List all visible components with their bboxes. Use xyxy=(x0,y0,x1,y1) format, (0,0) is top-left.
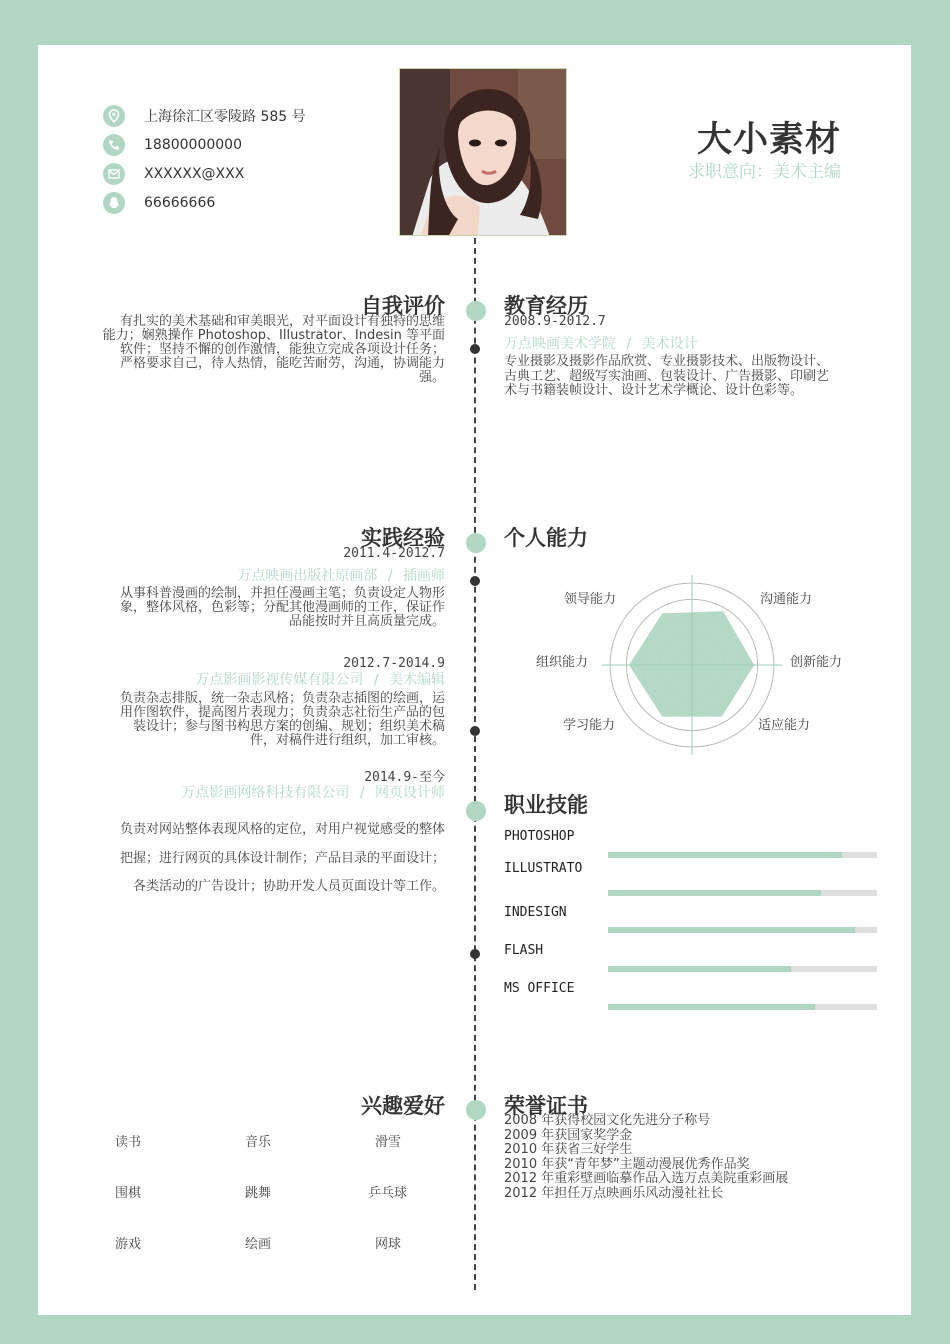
contact-qq xyxy=(103,191,215,215)
job-2-role: 美术编辑 xyxy=(389,672,445,688)
practice-title: 实践经验 xyxy=(361,526,445,550)
job-1-line: 从事科普漫画的绘制，并担任漫画主笔；负责设定人物形 xyxy=(119,586,445,601)
self-eval-line: 软件；坚持不懈的创作激情，能独立完成各项设计任务； xyxy=(119,342,445,357)
job-1-role: 插画师 xyxy=(403,568,445,584)
skill-illustrator-fill xyxy=(608,890,821,896)
job-1-separator: / xyxy=(387,568,393,584)
job-2-org: 万点影画影视传媒有限公司 xyxy=(195,672,364,688)
skill-flash-bar xyxy=(608,966,877,972)
timeline-dot xyxy=(470,344,480,354)
timeline-dot xyxy=(470,576,480,586)
honor-item: 2009 年获国家奖学金 xyxy=(504,1127,633,1143)
job-3-desc xyxy=(75,816,445,902)
skill-flash-label: FLASH xyxy=(504,943,544,958)
hobby-item: 读书 xyxy=(115,1135,142,1150)
self-eval-line: 严格要求自己，待人热情，能吃苦耐劳，沟通，协调能力 xyxy=(119,356,445,371)
timeline-node-hobbies xyxy=(466,1100,486,1120)
skill-msoffice-bar xyxy=(608,1004,877,1010)
honors-list xyxy=(504,1114,788,1201)
job-2-line: 负责杂志排版，统一杂志风格；负责杂志插图的绘画，运 xyxy=(119,691,445,706)
hobby-item: 绘画 xyxy=(245,1237,272,1252)
job-3-role: 网页设计师 xyxy=(375,785,445,801)
job-1-line: 品能按时并且高质量完成。 xyxy=(288,614,445,629)
self-eval-text xyxy=(70,315,445,385)
honor-item: 2010 年获省三好学生 xyxy=(504,1142,633,1157)
radar-label-organization: 组织能力 xyxy=(536,655,589,670)
job-intent: 求职意向：美术主编 xyxy=(688,162,841,182)
location-icon xyxy=(103,105,125,127)
job-1-line: 象，整体风格，色彩等；分配其他漫画师的工作，保证作 xyxy=(119,600,445,615)
phone-text: 18800000000 xyxy=(144,137,242,153)
job-2-line: 用作图软件，提高图片表现力；负责杂志社衍生产品的包 xyxy=(119,705,445,720)
job-2-desc xyxy=(85,692,445,748)
education-title: 教育经历 xyxy=(504,294,588,318)
hobby-item: 游戏 xyxy=(115,1237,142,1252)
skill-illustrator-label: ILLUSTRATO xyxy=(504,861,583,876)
education-major: 美术设计 xyxy=(641,336,698,352)
job-2-date: 2012.7-2014.9 xyxy=(343,656,445,671)
job-2-separator: / xyxy=(373,672,379,688)
profile-photo xyxy=(399,68,567,236)
address-text: 上海徐汇区零陵路 585 号 xyxy=(144,109,306,125)
hobby-item: 音乐 xyxy=(245,1135,272,1150)
radar-label-learning: 学习能力 xyxy=(563,718,616,733)
self-eval-line: 有扎实的美术基础和审美眼光，对平面设计有独特的思维 xyxy=(119,314,445,329)
job-1-org-line xyxy=(237,565,445,585)
radar-label-innovation: 创新能力 xyxy=(790,655,843,670)
job-1-desc xyxy=(85,587,445,629)
job-2-org-line xyxy=(195,669,445,689)
job-3-line: 各类活动的广告设计；协助开发人员页面设计等工作。 xyxy=(132,879,445,894)
ability-title: 个人能力 xyxy=(504,526,588,550)
education-school-line xyxy=(504,333,698,353)
radar-label-leadership: 领导能力 xyxy=(564,592,617,607)
skill-photoshop-label: PHOTOSHOP xyxy=(504,829,575,844)
ability-radar-chart xyxy=(520,570,880,760)
job-3-org-line xyxy=(181,782,445,802)
qq-text: 66666666 xyxy=(144,195,216,211)
education-line: 古典工艺、超级写实油画、包装设计、广告摄影、印刷艺 xyxy=(504,368,830,384)
honor-item: 2012 年担任万点映画乐风动漫社社长 xyxy=(504,1185,724,1201)
job-3-separator: / xyxy=(359,785,365,801)
candidate-name: 大小素材 xyxy=(696,120,841,160)
hobby-item: 跳舞 xyxy=(245,1186,272,1201)
self-eval-line: 能力；娴熟操作 Photoshop、Illustrator、Indesin 等平面 xyxy=(102,328,445,343)
education-line: 专业摄影及摄影作品欣赏、专业摄影技术、出版物设计、 xyxy=(504,354,830,369)
job-3-line: 负责对网站整体表现风格的定位，对用户视觉感受的整体 xyxy=(119,822,445,837)
job-1-date: 2011.4-2012.7 xyxy=(343,546,445,561)
hobbies-title: 兴趣爱好 xyxy=(361,1094,445,1118)
job-1-org: 万点映画出版社原画部 xyxy=(237,568,378,584)
honors-title: 荣誉证书 xyxy=(504,1094,588,1118)
self-eval-title: 自我评价 xyxy=(361,294,445,318)
skill-illustrator-bar xyxy=(608,890,877,896)
email-text: XXXXXX@XXX xyxy=(144,166,245,182)
job-3-line: 把握；进行网页的具体设计制作；产品目录的平面设计； xyxy=(119,850,445,866)
skill-photoshop-bar xyxy=(608,852,877,858)
hobby-item: 滑雪 xyxy=(375,1135,402,1150)
contact-email xyxy=(103,162,244,186)
honor-item: 2008 年获得校园文化先进分子称号 xyxy=(504,1113,711,1128)
timeline-dot xyxy=(470,726,480,736)
honor-item: 2010 年获“青年梦”主题动漫展优秀作品奖 xyxy=(504,1156,750,1172)
phone-icon xyxy=(103,134,125,156)
honor-item: 2012 年重彩壁画临摹作品入选万点美院重彩画展 xyxy=(504,1171,789,1186)
timeline-node-practice xyxy=(466,533,486,553)
education-school: 万点映画美术学院 xyxy=(504,336,616,352)
job-3-org: 万点影画网络科技有限公司 xyxy=(181,785,350,801)
radar-label-communication: 沟通能力 xyxy=(760,592,813,607)
education-date: 2008.9-2012.7 xyxy=(504,314,606,329)
timeline-dot xyxy=(470,949,480,959)
timeline-node-skills xyxy=(466,801,486,821)
skills-title: 职业技能 xyxy=(504,793,588,817)
job-3-date: 2014.9-至今 xyxy=(364,770,445,785)
job-2-line: 装设计；参与图书构思方案的创编、规划；组织美术稿 xyxy=(132,719,445,734)
skill-indesign-label: INDESIGN xyxy=(504,905,567,920)
hobby-item: 围棋 xyxy=(115,1186,142,1201)
skill-photoshop-fill xyxy=(608,852,842,858)
hobby-item: 乒乓球 xyxy=(368,1186,408,1201)
hobby-item: 网球 xyxy=(375,1237,402,1252)
skill-indesign-fill xyxy=(608,927,855,933)
skill-flash-fill xyxy=(608,966,791,972)
contact-phone xyxy=(103,133,242,157)
mail-icon xyxy=(103,163,125,185)
education-courses xyxy=(504,355,829,399)
radar-label-adaptability: 适应能力 xyxy=(758,718,811,733)
contact-address xyxy=(103,104,306,128)
skill-msoffice-label: MS OFFICE xyxy=(504,981,575,996)
qq-icon xyxy=(103,192,125,214)
education-line: 术与书籍装帧设计、设计艺术学概论、设计色彩等。 xyxy=(504,383,804,398)
skill-indesign-bar xyxy=(608,927,877,933)
skill-msoffice-fill xyxy=(608,1004,815,1010)
self-eval-line: 强。 xyxy=(418,370,445,385)
timeline-node-self-eval xyxy=(466,301,486,321)
job-2-line: 件，对稿件进行组织，加工审核。 xyxy=(249,733,445,748)
timeline-line xyxy=(474,238,476,1290)
education-separator: / xyxy=(626,336,632,352)
